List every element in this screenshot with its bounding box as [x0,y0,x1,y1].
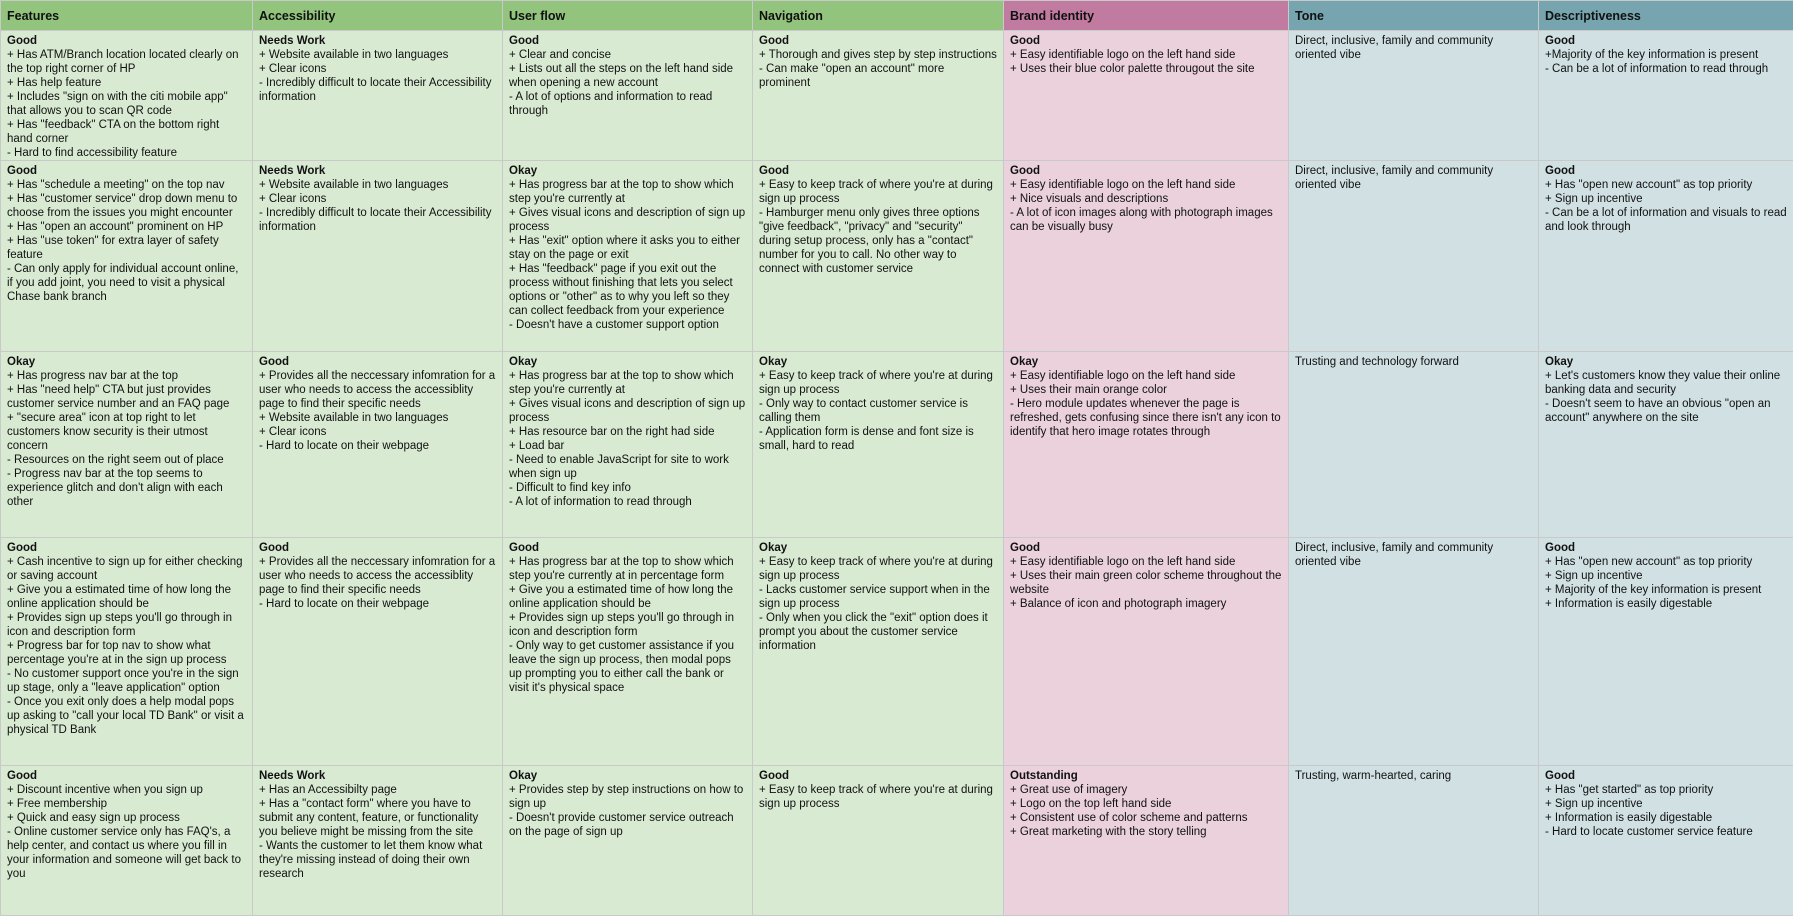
cell-note: + Has "customer service" drop down menu to choose from the issues you might encounter [7,193,238,219]
cell-brand-identity[interactable] [1004,538,1289,766]
cell-note: + Has "get started" as top priority [1545,784,1714,796]
cell-note: - Hard to locate customer service feature [1545,826,1753,838]
cell-note: + Has resource bar on the right had side [509,426,715,438]
cell-note: - Need to enable JavaScript for site to work when sign up [509,454,729,480]
cell-features[interactable] [1,161,253,352]
rating-label: Okay [1010,356,1039,368]
cell-navigation[interactable] [753,766,1004,916]
cell-note: - Lacks customer service support when in the sign up process [759,584,990,610]
cell-brand-identity[interactable] [1004,766,1289,916]
cell-note: + Website available in two languages [259,49,449,61]
cell-note: + Sign up incentive [1545,570,1643,582]
cell-note: + Easy identifiable logo on the left hand side [1010,49,1236,61]
cell-note: + Provides step by step instructions on how to sign up [509,784,744,810]
rating-label: Good [259,356,290,368]
cell-note: - A lot of options and information to read through [509,91,713,117]
cell-note: + Has progress bar at the top to show which step you're currently at [509,179,734,205]
cell-tone[interactable] [1289,161,1539,352]
header-row [1,1,1793,31]
cell-tone[interactable] [1289,766,1539,916]
cell-note: - Only way to get customer assistance if you leave the sign up process, then modal pops up prompting you to either call the bank or visit it's physical space [509,640,734,694]
cell-note: + Quick and easy sign up process [7,812,180,824]
cell-note: - Incredibly difficult to locate their Accessibility information [259,77,492,103]
cell-note: - Once you exit only does a help modal pops up asking to "call your local TD Bank" or visit a physical TD Bank [7,696,244,736]
rating-label: Good [759,165,790,177]
cell-note: Trusting and technology forward [1295,356,1459,368]
cell-note: + Progress bar for top nav to show what percentage you're at in the sign up process [7,640,227,666]
cell-accessibility[interactable] [253,538,503,766]
cell-user-flow[interactable] [503,31,753,161]
cell-note: + Let's customers know they value their online banking data and security [1545,370,1781,396]
cell-user-flow[interactable] [503,538,753,766]
cell-note: + Has "exit" option where it asks you to either stay on the page or exit [509,235,740,261]
table-row [1,161,1793,352]
cell-note: + Gives visual icons and description of sign up process [509,207,746,233]
rating-label: Good [509,542,540,554]
cell-note: + Website available in two languages [259,412,449,424]
cell-note: - A lot of icon images along with photograph images can be visually busy [1010,207,1273,233]
cell-note: + Has help feature [7,77,102,89]
rating-label: Good [1010,35,1041,47]
rating-label: Good [7,770,38,782]
rating-label: Outstanding [1010,770,1078,782]
cell-note: + Discount incentive when you sign up [7,784,203,796]
cell-note: + Information is easily digestable [1545,598,1713,610]
cell-note: + Has "open new account" as top priority [1545,556,1753,568]
table-row [1,352,1793,538]
column-header-descriptiveness[interactable]: Descriptiveness [1539,1,1793,31]
cell-user-flow[interactable] [503,352,753,538]
cell-note: - Can only apply for individual account online, if you add joint, you need to visit a physical Chase bank branch [7,263,239,303]
cell-note: + Has "schedule a meeting" on the top nav [7,179,225,191]
cell-note: + Give you a estimated time of how long the online application should be [509,584,734,610]
rating-label: Good [1545,542,1576,554]
cell-note: + Clear and concise [509,49,611,61]
cell-note: + Great use of imagery [1010,784,1128,796]
cell-note: + Provides sign up steps you'll go through in icon and description form [7,612,232,638]
cell-note: - Incredibly difficult to locate their Accessibility information [259,207,492,233]
cell-note: + Has "open new account" as top priority [1545,179,1753,191]
cell-note: + Great marketing with the story telling [1010,826,1207,838]
cell-note: + Nice visuals and descriptions [1010,193,1169,205]
column-header-user-flow[interactable]: User flow [503,1,753,31]
cell-note: Direct, inclusive, family and community oriented vibe [1295,35,1494,61]
cell-user-flow[interactable] [503,766,753,916]
rating-label: Needs Work [259,770,326,782]
cell-note: - Hero module updates whenever the page is refreshed, gets confusing since there isn't any icon to identify that hero image rotates through [1010,398,1281,438]
cell-tone[interactable] [1289,31,1539,161]
cell-descriptiveness[interactable] [1539,161,1793,352]
cell-brand-identity[interactable] [1004,161,1289,352]
rating-label: Good [1545,35,1576,47]
cell-note: +Majority of the key information is present [1545,49,1759,61]
rating-label: Okay [1545,356,1574,368]
cell-note: + Free membership [7,798,108,810]
cell-accessibility[interactable] [253,766,503,916]
rating-label: Good [259,542,290,554]
cell-note: + Has "feedback" page if you exit out the process without finishing that lets you select options or "other" as to why you left so they can collect feedback from your experience [509,263,733,317]
cell-note: + Clear icons [259,193,327,205]
cell-note: - Hard to locate on their webpage [259,598,430,610]
cell-note: + Provides all the neccessary infomration for a user who needs to access the accessiblity page to find their specific needs [259,556,496,596]
cell-accessibility[interactable] [253,352,503,538]
cell-note: + Provides sign up steps you'll go through in icon and description form [509,612,734,638]
cell-note: + Sign up incentive [1545,193,1643,205]
cell-note: - Can be a lot of information to read through [1545,63,1769,75]
cell-note: - Hard to locate on their webpage [259,440,430,452]
cell-note: + Easy to keep track of where you're at during sign up process [759,179,993,205]
cell-note: + Easy to keep track of where you're at during sign up process [759,370,993,396]
cell-features[interactable] [1,31,253,161]
cell-note: - Application form is dense and font size is small, hard to read [759,426,974,452]
cell-note: - Progress nav bar at the top seems to experience glitch and don't align with each other [7,468,223,508]
rating-label: Needs Work [259,35,326,47]
cell-note: + Cash incentive to sign up for either checking or saving account [7,556,243,582]
cell-tone[interactable] [1289,352,1539,538]
cell-note: + Lists out all the steps on the left hand side when opening a new account [509,63,734,89]
cell-descriptiveness[interactable] [1539,31,1793,161]
cell-note: + Includes "sign on with the citi mobile app" that allows you to scan QR code [7,91,228,117]
rating-label: Okay [509,356,538,368]
cell-note: + Consistent use of color scheme and patterns [1010,812,1248,824]
rating-label: Good [1010,542,1041,554]
cell-note: + Load bar [509,440,565,452]
cell-note: + Give you a estimated time of how long the online application should be [7,584,232,610]
rating-label: Good [7,35,38,47]
rating-label: Good [1545,165,1576,177]
rating-label: Needs Work [259,165,326,177]
cell-note: + Provides all the neccessary infomration for a user who needs to access the accessiblity page to find their specific needs [259,370,496,410]
cell-note: - Difficult to find key info [509,482,631,494]
cell-note: + Easy identifiable logo on the left hand side [1010,370,1236,382]
cell-note: - Hamburger menu only gives three options "give feedback", "privacy" and "security" during setup process, only has a "contact" number for you to call. No other way to connect with customer service [759,207,980,275]
cell-accessibility[interactable] [253,31,503,161]
rating-label: Okay [759,356,788,368]
cell-user-flow[interactable] [503,161,753,352]
cell-note: + Uses their main orange color [1010,384,1167,396]
cell-note: - Resources on the right seem out of place [7,454,224,466]
rating-label: Good [7,542,38,554]
cell-note: + "secure area" icon at top right to let customers know security is their utmost concern [7,412,208,452]
rating-label: Good [1010,165,1041,177]
cell-note: + Has a "contact form" where you have to submit any content, feature, or functionality you believe might be missing from the site [259,798,479,838]
rating-label: Good [1545,770,1576,782]
cell-descriptiveness[interactable] [1539,766,1793,916]
cell-descriptiveness[interactable] [1539,538,1793,766]
cell-note: + Has "open an account" prominent on HP [7,221,224,233]
cell-navigation[interactable] [753,161,1004,352]
cell-note: - Wants the customer to let them know what they're missing instead of doing their own research [259,840,483,880]
cell-note: + Clear icons [259,63,327,75]
cell-note: - No customer support once you're in the sign up stage, only a "leave application" option [7,668,239,694]
cell-note: - Can be a lot of information and visuals to read and look through [1545,207,1787,233]
cell-note: Direct, inclusive, family and community oriented vibe [1295,542,1494,568]
cell-note: + Has progress nav bar at the top [7,370,179,382]
cell-note: + Thorough and gives step by step instructions [759,49,997,61]
cell-note: - Only when you click the "exit" option does it prompt you about the customer service information [759,612,988,652]
cell-note: + Easy to keep track of where you're at during sign up process [759,784,993,810]
cell-note: + Uses their blue color palette througout the site [1010,63,1255,75]
cell-note: - Only way to contact customer service is calling them [759,398,968,424]
cell-features[interactable] [1,538,253,766]
cell-note: - Doesn't provide customer service outreach on the page of sign up [509,812,734,838]
cell-note: - A lot of information to read through [509,496,692,508]
cell-navigation[interactable] [753,352,1004,538]
column-header-tone[interactable]: Tone [1289,1,1539,31]
cell-descriptiveness[interactable] [1539,352,1793,538]
cell-brand-identity[interactable] [1004,352,1289,538]
cell-brand-identity[interactable] [1004,31,1289,161]
rating-label: Okay [7,356,36,368]
cell-navigation[interactable] [753,538,1004,766]
cell-note: + Majority of the key information is present [1545,584,1762,596]
cell-note: + Website available in two languages [259,179,449,191]
table-row [1,538,1793,766]
cell-note: + Logo on the top left hand side [1010,798,1172,810]
cell-note: + Easy identifiable logo on the left hand side [1010,179,1236,191]
cell-accessibility[interactable] [253,161,503,352]
cell-note: + Has an Accessibilty page [259,784,397,796]
rating-label: Okay [759,542,788,554]
cell-note: - Doesn't seem to have an obvious "open an account" anywhere on the site [1545,398,1771,424]
table-row [1,31,1793,161]
cell-note: Trusting, warm-hearted, caring [1295,770,1452,782]
cell-note: + Gives visual icons and description of sign up process [509,398,746,424]
cell-note: + Sign up incentive [1545,798,1643,810]
cell-note: - Doesn't have a customer support option [509,319,719,331]
cell-note: + Easy to keep track of where you're at during sign up process [759,556,993,582]
cell-note: - Online customer service only has FAQ's, a help center, and contact us where you fill in your information and someone will get back to you [7,826,241,880]
cell-note: + Information is easily digestable [1545,812,1713,824]
rating-label: Good [759,770,790,782]
column-header-navigation[interactable]: Navigation [753,1,1004,31]
cell-note: + Uses their main green color scheme throughout the website [1010,570,1282,596]
cell-tone[interactable] [1289,538,1539,766]
cell-note: + Has ATM/Branch location located clearly on the top right corner of HP [7,49,239,75]
cell-note: + Easy identifiable logo on the left hand side [1010,556,1236,568]
rating-label: Good [509,35,540,47]
cell-note: + Balance of icon and photograph imagery [1010,598,1227,610]
cell-note: + Has "use token" for extra layer of safety feature [7,235,219,261]
rating-label: Okay [509,770,538,782]
cell-note: Direct, inclusive, family and community oriented vibe [1295,165,1494,191]
cell-note: - Can make "open an account" more prominent [759,63,945,89]
cell-note: + Clear icons [259,426,327,438]
cell-features[interactable] [1,766,253,916]
table-row [1,766,1793,916]
column-header-brand-identity[interactable]: Brand identity [1004,1,1289,31]
cell-note: + Has "need help" CTA but just provides customer service number and an FAQ page [7,384,230,410]
rating-label: Okay [509,165,538,177]
column-header-features[interactable]: Features [1,1,253,31]
cell-note: + Has progress bar at the top to show which step you're currently at [509,370,734,396]
rating-label: Good [759,35,790,47]
column-header-accessibility[interactable]: Accessibility [253,1,503,31]
cell-navigation[interactable] [753,31,1004,161]
cell-features[interactable] [1,352,253,538]
cell-note: + Has progress bar at the top to show which step you're currently at in percentage form [509,556,734,582]
cell-note: + Has "feedback" CTA on the bottom right hand corner [7,119,220,145]
rating-label: Good [7,165,38,177]
cell-note: - Hard to find accessibility feature [7,147,178,159]
